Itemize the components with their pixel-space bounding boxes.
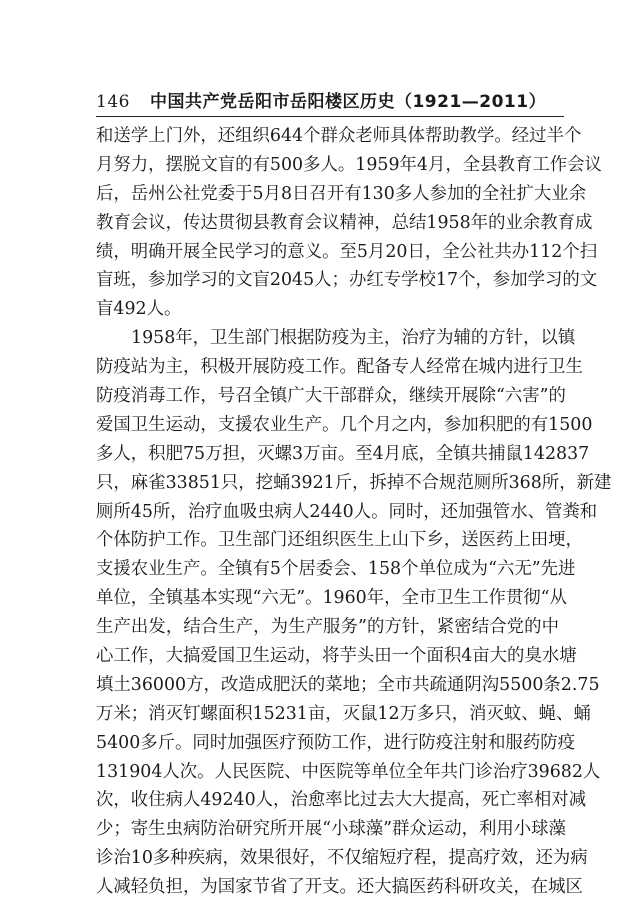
text-line: 厕所45所，治疗血吸虫病人2440人。同时，还加强管水、管粪和: [96, 501, 598, 522]
text-line: 只，麻雀33851只，挖蛹3921斤，拆掉不合规范厕所368所，新建: [96, 472, 612, 493]
text-line: 盲492人。: [96, 299, 182, 320]
text-line: 爱国卫生运动，支援农业生产。几个月之内，参加积肥的有1500: [96, 414, 593, 435]
text-line: 5400多斤。同时加强医疗预防工作，进行防疫注射和服药防疫: [96, 732, 576, 753]
text-line: 教育会议，传达贯彻县教育会议精神，总结1958年的业余教育成: [96, 212, 593, 233]
text-line: 人减轻负担，为国家节省了开支。还大搞医药科研攻关，在城区: [96, 877, 583, 898]
text-line: 多人，积肥75万担，灭螺3万亩。至4月底，全镇共捕鼠142837: [96, 443, 590, 464]
text-line: 次，收住病人49240人，治愈率比过去大大提高，死亡率相对减: [96, 790, 587, 811]
text-line: 1958年，卫生部门根据防疫为主，治疗为辅的方针，以镇: [131, 328, 576, 349]
text-line: 生产出发，结合生产，为生产服务”的方针，紧密结合党的中: [96, 617, 559, 638]
text-line: 少；寄生虫病防治研究所开展“小球藻”群众运动，利用小球藻: [96, 819, 566, 840]
text-line: 防疫站为主，积极开展防疫工作。配备专人经常在城内进行卫生: [96, 357, 583, 378]
text-line: 填土36000方，改造成肥沃的菜地；全市共疏通阴沟5500条2.75: [96, 674, 600, 695]
page-number: 146: [96, 92, 130, 112]
text-line: 盲班，参加学习的文盲2045人；办红专学校17个，参加学习的文: [96, 270, 598, 291]
body-text: [96, 122, 612, 902]
running-header: [96, 84, 564, 117]
text-line: 万米；消灭钉螺面积15231亩，灭鼠12万多只，消灭蚊、蝇、蛹: [96, 703, 591, 724]
text-line: 单位，全镇基本实现“六无”。1960年，全市卫生工作贯彻“从: [96, 588, 567, 609]
text-line: 后，岳州公社党委于5月8日召开有130多人参加的全社扩大业余: [96, 183, 587, 204]
text-line: 月努力，摆脱文盲的有500多人。1959年4月，全县教育工作会议: [96, 154, 602, 175]
text-line: 和送学上门外，还组织644个群众老师具体帮助教学。经过半个: [96, 126, 582, 146]
text-line: 支援农业生产。全镇有5个居委会、158个单位成为“六无”先进: [96, 559, 576, 580]
running-title: 中国共产党岳阳市岳阳楼区历史（1921—2011）: [149, 92, 547, 112]
text-line: 诊治10多种疾病，效果很好，不仅缩短疗程，提高疗效，还为病: [96, 848, 588, 869]
text-line: 绩，明确开展全民学习的意义。至5月20日，全公社共办112个扫: [96, 241, 598, 262]
text-line: 131904人次。人民医院、中医院等单位全年共门诊治疗39682人: [96, 761, 601, 782]
text-line: 个体防护工作。卫生部门还组织医生上山下乡，送医药上田埂，: [96, 530, 583, 551]
text-line: 心工作，大搞爱国卫生运动，将芋头田一个面积4亩大的臭水塘: [96, 646, 577, 667]
text-line: 防疫消毒工作，号召全镇广大干部群众，继续开展除“六害”的: [96, 386, 566, 407]
